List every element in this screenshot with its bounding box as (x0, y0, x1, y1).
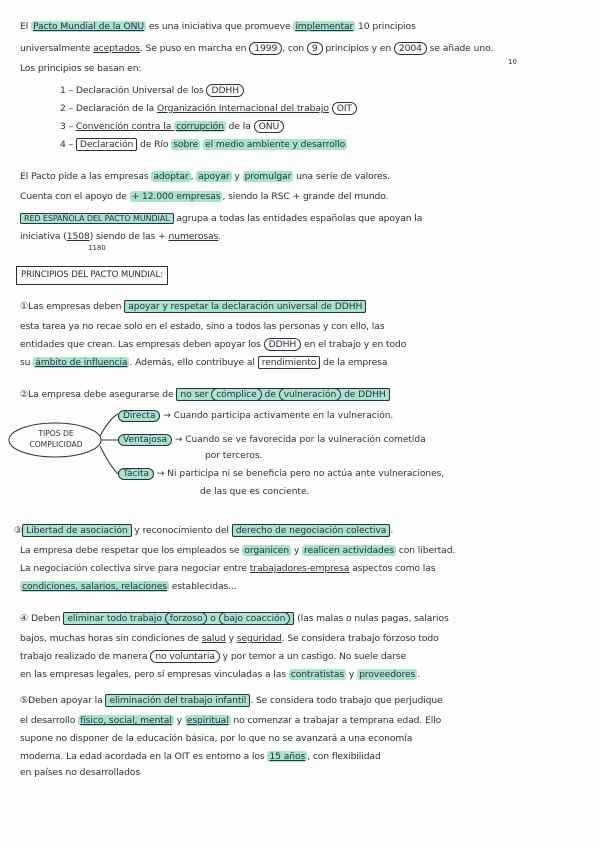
text: y (225, 633, 237, 644)
text: Declaración de la (75, 103, 157, 114)
text: El Pacto pide a las empresas (20, 171, 152, 182)
text: aspectos como las (349, 563, 436, 574)
text: Declaración Universal de los (75, 85, 207, 96)
highlight-empresas-count: + 12.000 empresas (131, 191, 221, 202)
principle-5-line-4 (20, 750, 586, 763)
boxed-rendimiento: rendimiento (258, 356, 321, 369)
text: agrupa a todas las entidades españolas que apoyan la (173, 213, 423, 224)
circled-bajo-coaccion: bajo coacción (219, 612, 291, 625)
circled-ddhh: DDHH (264, 338, 302, 351)
text: ②La empresa debe asegurarse de (20, 389, 177, 400)
underline-1508: 1508 (66, 231, 90, 242)
circled-no-voluntaria: no voluntaria (150, 650, 220, 663)
text: es una iniciativa que promueve (146, 21, 294, 32)
text: eliminar todo trabajo (67, 613, 165, 624)
note-1180: 1180 (88, 244, 106, 252)
text: su (20, 357, 34, 368)
underline-numerosas: numerosas (168, 231, 219, 242)
text: en el trabajo y en todo (301, 339, 407, 350)
text: en las empresas legales, pero sí empresas vinculadas a las (20, 669, 289, 680)
text: y por temor a un castigo. No suele darse (219, 651, 407, 662)
item-number: 2 (60, 103, 66, 114)
complicity-center-label: TIPOS DE COMPLICIDAD (29, 429, 83, 449)
boxed-declaracion: Declaración (76, 138, 137, 151)
highlight-promulgar: promulgar (244, 171, 292, 182)
principle-3-line-4 (20, 580, 586, 593)
circled-year-2004: 2004 (394, 42, 427, 55)
text: con libertad. (395, 545, 456, 556)
circled-ddhh: DDHH (206, 84, 244, 97)
text: no comenzar a trabajar a temprana edad. Ello (230, 715, 442, 726)
text: . Se considera trabajo forzoso todo (281, 633, 439, 644)
underline-trabajadores-empresa: trabajadores-empresa (249, 563, 350, 574)
text: . Se considera todo trabajo que perjudique (250, 695, 443, 706)
circled-onu: ONU (254, 120, 285, 133)
text: de (261, 389, 279, 400)
text: o (207, 613, 219, 624)
text: no ser (180, 389, 212, 400)
text: , (190, 171, 197, 182)
principle-5-line-1 (20, 694, 586, 707)
highlight-ambito: ámbito de influencia (35, 357, 128, 368)
text: Convención contra la (75, 121, 175, 132)
circled-year-1999: 1999 (249, 42, 282, 55)
item-number: 4 (60, 139, 66, 150)
note-10: 10 (508, 58, 517, 66)
text: y reconocimiento del (131, 525, 232, 536)
highlight-pacto-mundial: Pacto Mundial de la ONU (32, 21, 145, 32)
circled-vulneracion: vulneración (279, 388, 342, 401)
circled-oit: OIT (332, 102, 357, 115)
highlight-organicen: organicen (244, 545, 289, 556)
text: establecidas... (168, 581, 237, 592)
text: ④ Deben (20, 613, 64, 624)
text: ①Las empresas deben (20, 301, 125, 312)
text: de Río (137, 139, 172, 150)
complicity-type-tacita-cont: de las que es conciente. (200, 487, 310, 497)
underline-salud: salud (201, 633, 226, 644)
text: , con flexibilidad (307, 751, 381, 762)
base-item-1: 1 – Declaración Universal de los DDHH (60, 84, 586, 97)
highlight-contratistas: contratistas (290, 669, 345, 680)
text: se añade uno. (426, 43, 494, 54)
complicity-type-directa (118, 410, 393, 422)
boxed-negociacion-colectiva: derecho de negociación colectiva (232, 524, 391, 537)
principle-4-line-3 (20, 650, 586, 663)
principle-4-line-2 (20, 632, 586, 645)
text: entidades que crean. Las empresas deben apoyar los (20, 339, 264, 350)
circled-complice: cómplice (211, 388, 261, 401)
highlight-fisico-social-mental: físico, social, mental (80, 715, 172, 726)
text: (las malas o nulas pagas, salarios (294, 613, 449, 624)
text: . (417, 669, 421, 680)
highlight-actividades: realicen actividades (303, 545, 394, 556)
principle-4-line-4 (20, 668, 586, 681)
principle-3-line-1 (14, 524, 586, 537)
item-number: 3 (60, 121, 66, 132)
section-title: PRINCIPIOS DEL PACTO MUNDIAL: (16, 266, 168, 285)
circled-9: 9 (307, 42, 323, 55)
item-number: 1 (60, 85, 66, 96)
text: de la (225, 121, 254, 132)
principle-1-line-2: esta tarea ya no recae solo en el estado, sino a todos las personas y con ello, las (20, 321, 385, 332)
highlight-15-anos: 15 años (269, 751, 306, 762)
intro-line-3: Los principios se basan en: (20, 63, 142, 74)
highlight-medio-ambiente: el medio ambiente y desarrollo (205, 139, 346, 150)
text: y (346, 669, 358, 680)
text: , con (282, 43, 307, 54)
highlight-adoptar: adoptar (153, 171, 189, 182)
text: principios y en (322, 43, 394, 54)
type-name: Directa (118, 410, 160, 422)
complicity-type-ventajosa (118, 434, 426, 446)
principle-3-line-2 (20, 544, 586, 557)
text: de la empresa (320, 357, 388, 368)
boxed-trabajo-infantil: eliminación del trabajo infantil (105, 694, 250, 707)
highlight-corrupcion: corrupción (176, 121, 224, 132)
type-name: Ventajosa (118, 434, 172, 446)
text: bajos, muchas horas sin condiciones de (20, 633, 202, 644)
complicity-type-tacita (118, 468, 444, 480)
text: moderna. La edad acordada en la OIT es entorno a los (20, 751, 268, 762)
text: La empresa debe respetar que los empleados se (20, 545, 243, 556)
text: universalmente (20, 43, 94, 54)
principle-4-line-1 (20, 612, 586, 625)
text: de DDHH (341, 389, 386, 400)
base-item-2: 2 – Declaración de la Organización Internacional del trabajo OIT (60, 102, 586, 115)
principle-5-line-5: en países no desarrollados (20, 767, 141, 778)
type-description: → Ni participa ni se beneficia pero no actúa ante vulneraciones, (156, 469, 445, 479)
text: . Además, ello contribuye al (129, 357, 258, 368)
underline-oit-name: Organización Internacional del trabajo (156, 103, 329, 114)
text: y (173, 715, 185, 726)
text: , siendo la RSC + grande del mundo. (222, 191, 389, 202)
type-name: Tácita (118, 468, 154, 480)
text: y (291, 545, 302, 556)
highlight-implementar: implementar (295, 21, 354, 32)
highlight-apoyar: apoyar (198, 171, 230, 182)
boxed-eliminar-forzoso (63, 612, 294, 625)
text: el desarrollo (20, 715, 79, 726)
underline-aceptados: aceptados (93, 43, 140, 54)
text: trabajo realizado de manera (20, 651, 151, 662)
text: una serie de valores. (293, 171, 391, 182)
highlight-condiciones: condiciones, salarios, relaciones (22, 581, 167, 592)
highlight-espiritual: espiritual (186, 715, 229, 726)
highlight-proveedores: proveedores (359, 669, 416, 680)
text: y (231, 171, 243, 182)
base-item-3: 3 – Convención contra la corrupción de la ONU (60, 120, 586, 133)
text: Cuenta con el apoyo de (20, 191, 130, 202)
text: 10 principios (355, 21, 416, 32)
text: iniciativa ( (20, 231, 67, 242)
text: . Se puso en marcha en (139, 43, 250, 54)
boxed-apoyar-ddhh: apoyar y respetar la declaración universal de DDHH (124, 300, 366, 313)
complicity-type-ventajosa-cont: por terceros. (205, 451, 263, 461)
circled-forzoso: forzoso (165, 612, 208, 625)
principle-5-line-2 (20, 714, 586, 727)
text: El (20, 21, 31, 32)
highlight-sobre: sobre (173, 139, 199, 150)
text: . (218, 231, 222, 242)
principle-5-line-3: supone no disponer de la educación básica, por lo que no se avanzará a una economía (20, 733, 413, 744)
boxed-libertad-asociacion: Libertad de asociación (22, 524, 131, 537)
base-item-4: 4 – Declaración de Río sobre el medio ambiente y desarrollo (60, 139, 346, 150)
text: ③ (14, 525, 23, 536)
text: ⑤Deben apoyar la (20, 695, 106, 706)
text: La negociación colectiva sirve para negociar entre (20, 563, 250, 574)
text: . (390, 525, 394, 536)
underline-seguridad: seguridad (236, 633, 282, 644)
principle-3-line-3 (20, 562, 586, 575)
type-description: → Cuando se ve favorecida por la vulneración cometida (174, 435, 426, 445)
text: ) siendo de las + (89, 231, 169, 242)
boxed-red-espanola: RED ESPAÑOLA DEL PACTO MUNDIAL (20, 213, 174, 224)
type-description: → Cuando participa activamente en la vulneración. (163, 411, 394, 421)
